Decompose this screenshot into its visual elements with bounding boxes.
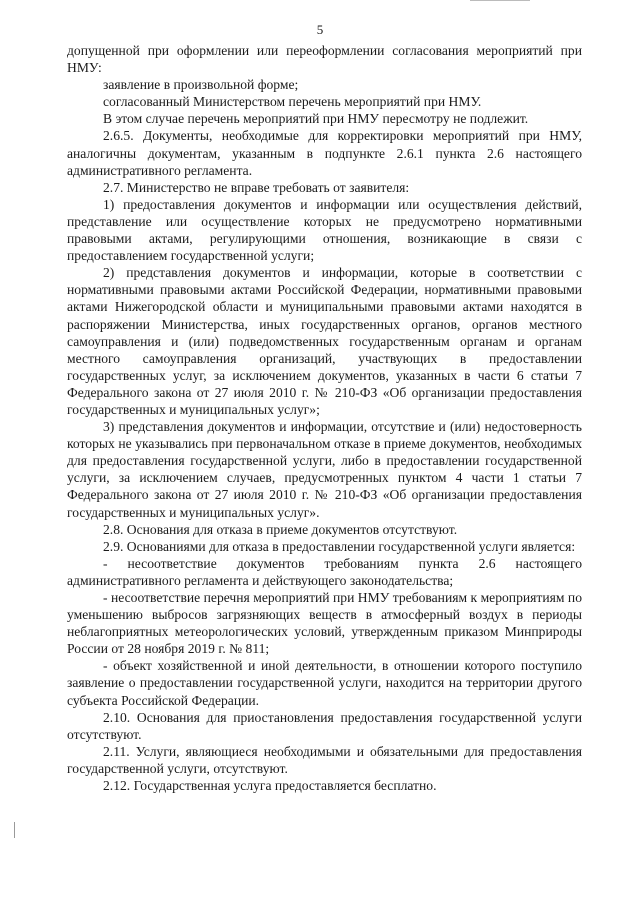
- paragraph-dash-item: - несоответствие документов требованиям пункта 2.6 настоящего административного регламента и действующего законодательства;: [67, 555, 582, 588]
- paragraph-list-item: согласованный Министерством перечень мероприятий при НМУ.: [103, 94, 482, 110]
- document-body: [67, 42, 582, 794]
- paragraph-clause-2-7-2: 2) представления документов и информации, которые в соответствии с нормативными правовыми актами Российской Федерации, нормативными правовыми актами Нижегородской области и муниципальными правовыми актами находятся в распоряжении Министерства, иных государственных органов, органов местного самоуправления и (или) подведомственных государственным органам и органам местного самоуправления организаций, участвующих в предоставлении государственных услуг, за исключением документов, указанных в части 6 статьи 7 Федерального закона от 27 июля 2010 г. № 210-ФЗ «Об организации предоставления государственных и муниципальных услуг»;: [67, 265, 582, 417]
- paragraph-continuation: допущенной при оформлении или переоформлении согласования мероприятий при НМУ:: [67, 43, 582, 76]
- paragraph-clause-2-12: 2.12. Государственная услуга предоставляется бесплатно.: [103, 778, 437, 794]
- paragraph-clause-2-10: 2.10. Основания для приостановления предоставления государственной услуги отсутствуют.: [67, 709, 582, 742]
- paragraph-clause-2-7-1: 1) предоставления документов и информации или осуществления действий, представление или осуществление которых не предусмотрено нормативными правовыми актами, регулирующими отношения, возникающие в связи с предоставлением государственной услуги;: [67, 196, 582, 264]
- scan-artifact-top: [470, 0, 530, 1]
- scan-artifact-left: [14, 822, 15, 838]
- page-number: 5: [316, 22, 324, 37]
- paragraph: В этом случае перечень мероприятий при НМУ пересмотру не подлежит.: [103, 111, 529, 127]
- paragraph-clause-2-9: 2.9. Основаниями для отказа в предоставлении государственной услуги является:: [103, 538, 576, 554]
- paragraph-clause-2-7-3: 3) представления документов и информации, отсутствие и (или) недостоверность которых не указывались при первоначальном отказе в приеме документов, необходимых для предоставления государственной услуги, либо в предоставлении государственной услуги, за исключением случаев, предусмотренных пунктом 4 части 1 статьи 7 Федерального закона от 27 июля 2010 г. № 210-ФЗ «Об организации предоставления государственных и муниципальных услуг».: [67, 419, 582, 520]
- paragraph-clause-2-7: 2.7. Министерство не вправе требовать от заявителя:: [103, 179, 410, 195]
- paragraph-clause-2-8: 2.8. Основания для отказа в приеме документов отсутствуют.: [103, 521, 458, 537]
- paragraph-list-item: заявление в произвольной форме;: [103, 77, 299, 93]
- paragraph-clause-2-11: 2.11. Услуги, являющиеся необходимыми и обязательными для предоставления государственной услуги, отсутствуют.: [67, 743, 582, 776]
- paragraph-dash-item: - объект хозяйственной и иной деятельности, в отношении которого поступило заявление о предоставлении государственной услуги, находится на территории другого субъекта Российской Федерации.: [67, 658, 582, 708]
- paragraph-dash-item: - несоответствие перечня мероприятий при НМУ требованиям к мероприятиям по уменьшению выбросов загрязняющих веществ в атмосферный воздух в периоды неблагоприятных метеорологических условий, утвержденным приказом Минприроды России от 28 ноября 2019 г. № 811;: [67, 590, 582, 657]
- paragraph-clause-2-6-5: 2.6.5. Документы, необходимые для корректировки мероприятий при НМУ, аналогичны документам, указанным в подпункте 2.6.1 пункта 2.6 настоящего административного регламента.: [67, 128, 582, 178]
